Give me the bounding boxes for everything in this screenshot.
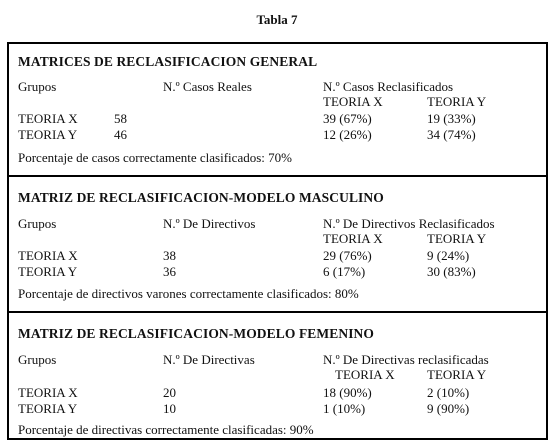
row-teoria-x: 29 (76%) — [323, 248, 372, 263]
row-grupo: TEORIA Y — [18, 264, 78, 279]
row-grupo: TEORIA X — [18, 248, 78, 263]
section-divider — [7, 175, 548, 177]
column-header-grupos: Grupos — [18, 79, 57, 94]
row-teoria-y: 19 (33%) — [427, 111, 476, 126]
section-heading: MATRICES DE RECLASIFICACION GENERAL — [18, 54, 318, 69]
subheader-teoria-x: TEORIA X — [323, 231, 383, 246]
column-header-grupos: Grupos — [18, 352, 57, 367]
row-teoria-y: 9 (90%) — [427, 401, 470, 416]
column-header-casos: N.º Casos Reales — [163, 79, 252, 94]
row-teoria-x: 6 (17%) — [323, 264, 366, 279]
section-divider — [7, 311, 548, 313]
column-header-reclasificados: N.º De Directivos Reclasificados — [323, 216, 495, 231]
section-heading: MATRIZ DE RECLASIFICACION-MODELO MASCULINO — [18, 190, 384, 205]
row-grupo: TEORIA X — [18, 385, 78, 400]
subheader-teoria-y: TEORIA Y — [427, 231, 487, 246]
row-teoria-x: 39 (67%) — [323, 111, 372, 126]
row-teoria-y: 30 (83%) — [427, 264, 476, 279]
column-header-reclasificados: N.º Casos Reclasificados — [323, 79, 454, 94]
row-grupo: TEORIA Y — [18, 401, 78, 416]
row-casos: 36 — [163, 264, 176, 279]
column-header-casos: N.º De Directivas — [163, 352, 255, 367]
row-teoria-x: 18 (90%) — [323, 385, 372, 400]
row-casos: 46 — [114, 127, 127, 142]
row-casos: 10 — [163, 401, 176, 416]
row-grupo: TEORIA X — [18, 111, 78, 126]
subheader-teoria-y: TEORIA Y — [427, 367, 487, 382]
section-footer: Porcentaje de directivas correctamente clasificadas: 90% — [18, 422, 314, 437]
row-teoria-x: 1 (10%) — [323, 401, 366, 416]
subheader-teoria-y: TEORIA Y — [427, 94, 487, 109]
row-teoria-y: 34 (74%) — [427, 127, 476, 142]
section-footer: Porcentaje de directivos varones correctamente clasificados: 80% — [18, 286, 359, 301]
subheader-teoria-x: TEORIA X — [323, 94, 383, 109]
row-grupo: TEORIA Y — [18, 127, 78, 142]
column-header-grupos: Grupos — [18, 216, 57, 231]
section-heading: MATRIZ DE RECLASIFICACION-MODELO FEMENINO — [18, 326, 374, 341]
column-header-reclasificados: N.º De Directivas reclasificadas — [323, 352, 489, 367]
column-header-casos: N.º De Directivos — [163, 216, 256, 231]
row-casos: 58 — [114, 111, 127, 126]
row-teoria-x: 12 (26%) — [323, 127, 372, 142]
row-casos: 20 — [163, 385, 176, 400]
section-footer: Porcentaje de casos correctamente clasificados: 70% — [18, 150, 292, 165]
row-teoria-y: 9 (24%) — [427, 248, 470, 263]
row-casos: 38 — [163, 248, 176, 263]
row-teoria-y: 2 (10%) — [427, 385, 470, 400]
table-title: Tabla 7 — [256, 12, 298, 27]
subheader-teoria-x: TEORIA X — [335, 367, 395, 382]
